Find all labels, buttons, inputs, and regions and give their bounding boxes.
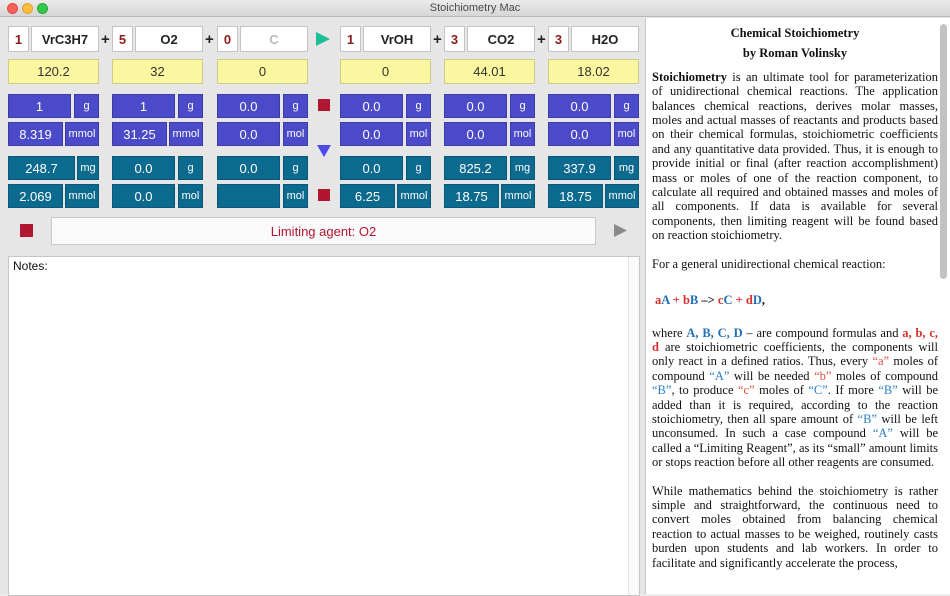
final-moles-reactant-3[interactable] (217, 184, 280, 208)
unit-selector[interactable]: g (510, 94, 535, 118)
close-window-button[interactable] (7, 3, 18, 14)
minimize-window-button[interactable] (22, 3, 33, 14)
final-moles-product-1[interactable]: 6.25 (340, 184, 395, 208)
initial-moles-product-1[interactable]: 0.0 (340, 122, 403, 146)
unit-selector[interactable]: g (406, 94, 431, 118)
notes-label: Notes: (13, 259, 48, 273)
final-moles-product-3[interactable]: 18.75 (548, 184, 603, 208)
unit-selector[interactable]: mmol (501, 184, 535, 208)
formula-product-1[interactable]: VrOH (363, 26, 431, 52)
final-moles-reactant-1[interactable]: 2.069 (8, 184, 63, 208)
unit-selector[interactable]: mol (283, 122, 308, 146)
doc-paragraph: Stoichiometry is an ultimate tool for parameterization of unidirectional chemical reactions. The application balances chemical reactions, derives molar masses, moles and actual masses of reactants and products based on their chemical formulas, stoichiometric coefficients and any quantitative data provided. Thus, it is enough to provide initial or final (after reaction accomplishment) mass or moles of one of the reaction component, to calculate all required and obtained masses and moles of all components. If data is available for several components, then limiting reagent will be found based on reaction stoichiometry. (652, 69, 938, 243)
zoom-window-button[interactable] (37, 3, 48, 14)
coef-reactant-3[interactable]: 0 (217, 26, 238, 52)
stop-icon[interactable] (20, 224, 33, 237)
unit-selector[interactable]: mol (406, 122, 431, 146)
coef-reactant-1[interactable]: 1 (8, 26, 29, 52)
down-arrow-icon[interactable] (316, 144, 332, 158)
unit-selector[interactable]: g (283, 94, 308, 118)
unit-selector[interactable]: mmol (169, 122, 203, 146)
plus-sign: + (205, 31, 214, 48)
unit-selector[interactable]: g (178, 156, 203, 180)
initial-moles-product-2[interactable]: 0.0 (444, 122, 507, 146)
formula-reactant-1[interactable]: VrC3H7 (31, 26, 99, 52)
unit-selector[interactable]: mol (510, 122, 535, 146)
coef-product-3[interactable]: 3 (548, 26, 569, 52)
coef-product-2[interactable]: 3 (444, 26, 465, 52)
calculator-panel (0, 18, 645, 594)
formula-reactant-3[interactable]: C (240, 26, 308, 52)
stop-icon[interactable] (318, 189, 330, 201)
reaction-equation: aA + bB –> cC + dD, (655, 293, 765, 308)
molar-mass-product-2[interactable]: 44.01 (444, 59, 535, 84)
stop-icon[interactable] (318, 99, 330, 111)
help-scrollbar[interactable] (940, 24, 947, 279)
doc-paragraph: While mathematics behind the stoichiometry is rather simple and straightforward, the continuous need to convert moles obtained from balancing chemical reaction to actual masses to be weighed, routinely casts burden upon students and lab workers. In order to facilitate and significantly accelerate the process, (652, 483, 938, 570)
doc-author: by Roman Volinsky (742, 46, 848, 61)
help-document (652, 26, 938, 584)
unit-selector[interactable]: mol (614, 122, 639, 146)
play-arrow-icon[interactable] (315, 31, 331, 47)
initial-mass-reactant-1[interactable]: 1 (8, 94, 71, 118)
coef-reactant-2[interactable]: 5 (112, 26, 133, 52)
molar-mass-reactant-1[interactable]: 120.2 (8, 59, 99, 84)
unit-selector[interactable]: mmol (65, 184, 99, 208)
final-moles-product-2[interactable]: 18.75 (444, 184, 499, 208)
unit-selector[interactable]: mmol (397, 184, 431, 208)
molar-mass-product-3[interactable]: 18.02 (548, 59, 639, 84)
doc-title: Chemical Stoichiometry (730, 26, 860, 40)
title-bar (0, 0, 950, 17)
initial-moles-reactant-1[interactable]: 8.319 (8, 122, 63, 146)
final-mass-reactant-2[interactable]: 0.0 (112, 156, 175, 180)
initial-mass-product-2[interactable]: 0.0 (444, 94, 507, 118)
initial-mass-reactant-2[interactable]: 1 (112, 94, 175, 118)
molar-mass-reactant-3[interactable]: 0 (217, 59, 308, 84)
unit-selector[interactable]: mmol (65, 122, 99, 146)
formula-product-3[interactable]: H2O (571, 26, 639, 52)
final-mass-product-3[interactable]: 337.9 (548, 156, 611, 180)
unit-selector[interactable]: g (74, 94, 99, 118)
unit-selector[interactable]: mol (283, 184, 308, 208)
initial-moles-reactant-3[interactable]: 0.0 (217, 122, 280, 146)
initial-moles-reactant-2[interactable]: 31.25 (112, 122, 167, 146)
plus-sign: + (537, 31, 546, 48)
final-mass-reactant-1[interactable]: 248.7 (8, 156, 75, 180)
doc-paragraph: For a general unidirectional chemical reaction: (652, 256, 886, 271)
formula-reactant-2[interactable]: O2 (135, 26, 203, 52)
initial-mass-reactant-3[interactable]: 0.0 (217, 94, 280, 118)
window-title: Stoichiometry Mac (429, 2, 521, 14)
plus-sign: + (101, 31, 110, 48)
formula-product-2[interactable]: CO2 (467, 26, 535, 52)
unit-selector[interactable]: mg (77, 156, 99, 180)
coef-product-1[interactable]: 1 (340, 26, 361, 52)
unit-selector[interactable]: mol (178, 184, 203, 208)
help-panel (645, 18, 950, 594)
notes-textarea[interactable] (8, 256, 640, 596)
unit-selector[interactable]: g (406, 156, 431, 180)
final-mass-product-1[interactable]: 0.0 (340, 156, 403, 180)
plus-sign: + (433, 31, 442, 48)
molar-mass-reactant-2[interactable]: 32 (112, 59, 203, 84)
initial-mass-product-1[interactable]: 0.0 (340, 94, 403, 118)
unit-selector[interactable]: g (283, 156, 308, 180)
initial-mass-product-3[interactable]: 0.0 (548, 94, 611, 118)
final-mass-reactant-3[interactable]: 0.0 (217, 156, 280, 180)
unit-selector[interactable]: mmol (605, 184, 639, 208)
initial-moles-product-3[interactable]: 0.0 (548, 122, 611, 146)
final-moles-reactant-2[interactable]: 0.0 (112, 184, 175, 208)
limiting-agent-status: Limiting agent: O2 (51, 217, 596, 245)
unit-selector[interactable]: mg (614, 156, 639, 180)
play-arrow-icon[interactable] (613, 223, 628, 238)
unit-selector[interactable]: g (614, 94, 639, 118)
molar-mass-product-1[interactable]: 0 (340, 59, 431, 84)
unit-selector[interactable]: g (178, 94, 203, 118)
doc-paragraph: where A, B, C, D – are compound formulas and a, b, c, d are stoichiometric coefficients, the components will only react in a defined ratios. Thus, every “a” moles of compound “A” will be needed “b” moles of compound “B”, to produce “c” moles of “C”. If more “B” will be added than it is required, according to the reaction stoichiometry, then all spare amount of “B” will be left unconsumed. In such a case compound “A” will be called a “Limiting Reagent”, as its “small” amount limits or stops reaction before all other reagents are consumed. (652, 325, 939, 470)
notes-scrollbar[interactable] (628, 257, 639, 595)
final-mass-product-2[interactable]: 825.2 (444, 156, 507, 180)
unit-selector[interactable]: mg (510, 156, 535, 180)
